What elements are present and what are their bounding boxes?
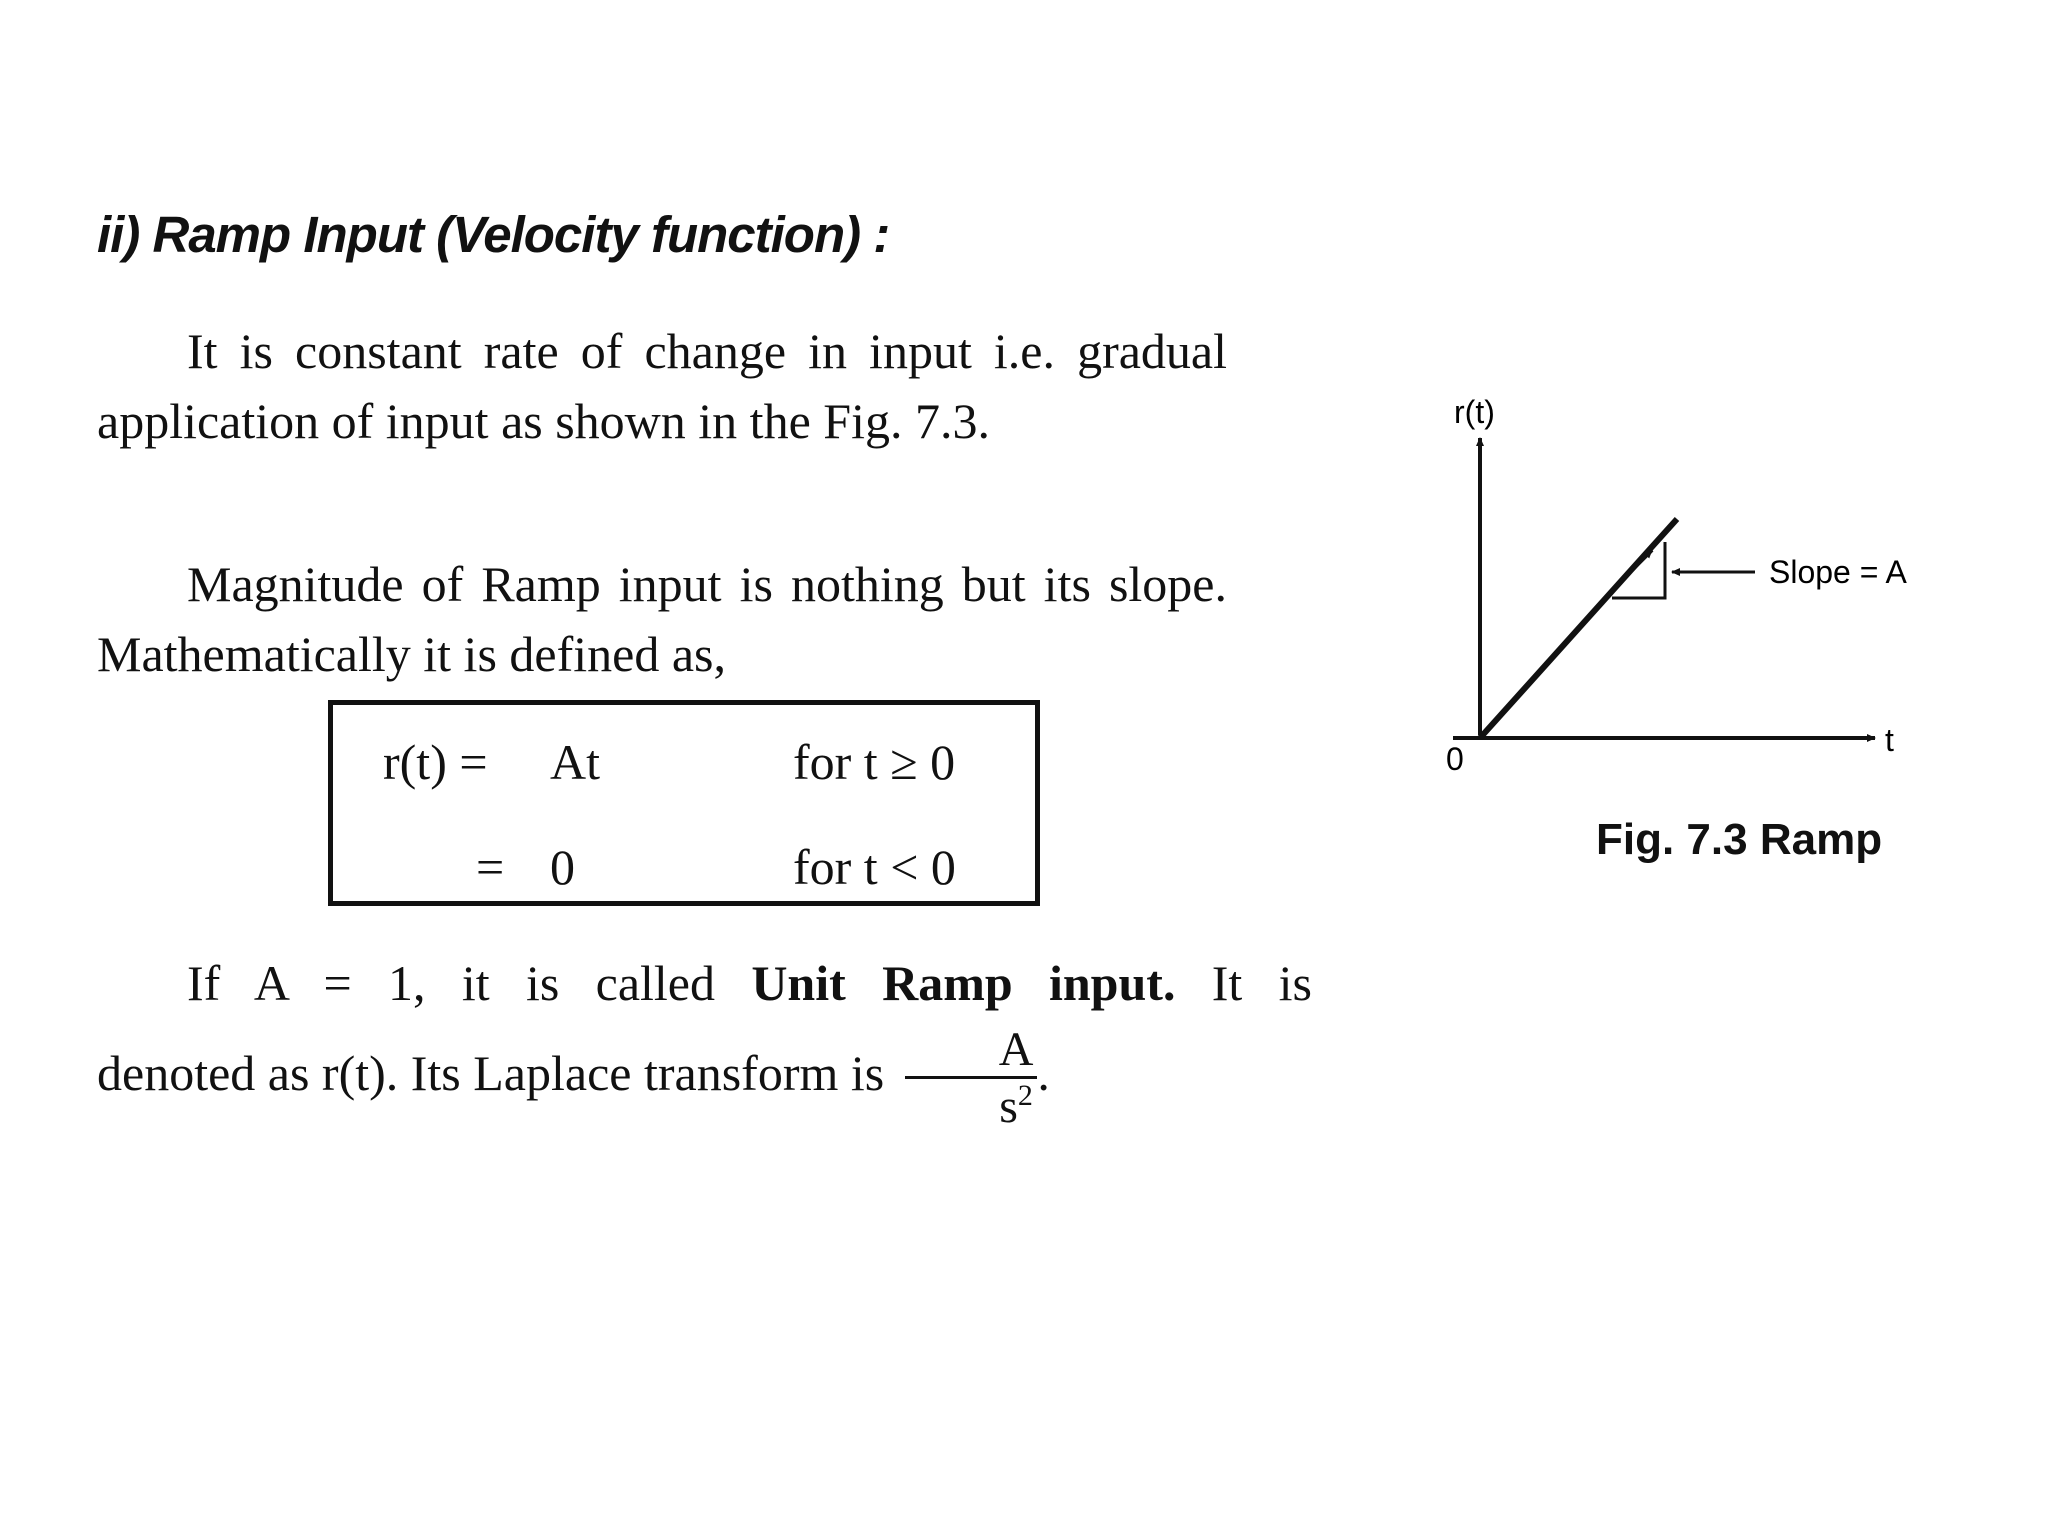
equation-row2-value: 0: [550, 839, 575, 895]
laplace-line: denoted as r(t). Its Laplace transform is: [97, 1044, 885, 1101]
figure-caption: Fig. 7.3 Ramp: [1596, 815, 1883, 864]
fraction-numerator: A: [905, 1026, 1038, 1079]
unit-ramp-bold-term: Unit Ramp input.: [751, 955, 1176, 1011]
equation-row1-lhs: r(t) =: [383, 734, 488, 790]
equation-row1-value: At: [550, 734, 600, 790]
unit-ramp-line1: [97, 940, 1312, 1026]
fraction-denominator-base: s: [999, 1080, 1018, 1133]
section-heading: ii) Ramp Input (Velocity function) :: [97, 206, 890, 263]
origin-label: 0: [1446, 741, 1464, 777]
ramp-direction-arrow: [1620, 550, 1652, 582]
slope-label: Slope = A: [1769, 554, 1907, 590]
unit-ramp-text-pre: If A = 1, it is called: [187, 955, 752, 1011]
ramp-figure: [1440, 385, 1980, 777]
fraction-denominator: [905, 1079, 1038, 1131]
paragraph-magnitude: Magnitude of Ramp input is nothing but its slope. Mathematically it is defined as,: [97, 556, 1227, 682]
equation-row2-condition: for t < 0: [793, 839, 956, 895]
laplace-fraction: [905, 1023, 1038, 1133]
x-axis-label: t: [1885, 722, 1894, 758]
paragraph-unit-ramp: [97, 940, 1312, 1131]
equation-box: [328, 700, 1040, 906]
equation-row2-equals: =: [476, 839, 505, 895]
unit-ramp-text-post: It is: [1175, 955, 1312, 1011]
y-axis-label: r(t): [1454, 394, 1495, 430]
paragraph-definition: It is constant rate of change in input i.e. gradual application of input as shown in the Fig. 7.3.: [97, 323, 1227, 449]
fraction-exponent: 2: [1017, 1079, 1033, 1112]
sentence-period: .: [1037, 1044, 1050, 1101]
equation-row1-condition: for t ≥ 0: [793, 734, 956, 790]
slope-triangle: [1612, 542, 1665, 598]
